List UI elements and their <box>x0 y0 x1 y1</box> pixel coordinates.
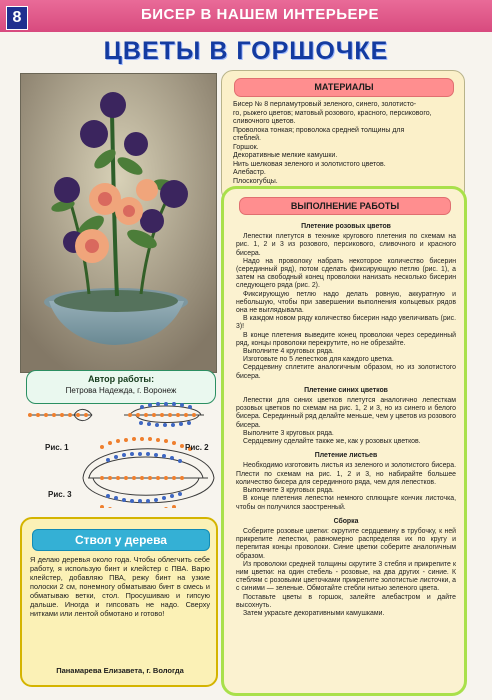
trunk-box <box>20 517 218 687</box>
paragraph: В конце плетения выведите конец проволоки через серединный ряд, концы проволоки перекрутите, но не обрезайте. <box>236 331 456 347</box>
paragraph: Соберите розовые цветки: скрутите сердцевину в трубочку, к ней прикрепите лепестки, равномерно распределяя их по кругу и перепитая концы проволоки. Синие цветки соберите аналогичным образом. <box>236 527 456 560</box>
paragraph: Сердцевину сплетите аналогичным образом, но из золотистого бисера. <box>236 364 456 380</box>
beading-schemes <box>20 398 220 508</box>
materials-title: МАТЕРИАЛЫ <box>234 78 454 97</box>
paragraph: Надо на проволоку набрать некоторое количество бисерин (серединный ряд), потом сделать фиксирующую петлю (рис. 1), а затем на свободный конец проволоки нанизать несколько бисерин следующего ряда (рис. 2). <box>236 257 456 290</box>
paragraph: Затем украсьте декоративными камушками. <box>243 609 385 617</box>
trunk-text: Я делаю деревья около года. Чтобы облегчить себе работу, я использую бинт и клейстер с ПВА. Варю клейстер, добавляю ПВА, режу бинт на узкие полоски 2 см, понемногу обматываю бинт в смесь и обматываю ветки, стол. Просушиваю и гипсую дальше. Иногда и гипсовать не надо. Сверху нитками или лентой обмотано и готово! <box>30 555 210 618</box>
instructions-title: ВЫПОЛНЕНИЕ РАБОТЫ <box>239 197 451 215</box>
author-name: Петрова Надежда, г. Воронеж <box>65 386 177 395</box>
figure-3-label: Рис. 3 <box>48 490 72 499</box>
paragraph: Из проволоки средней толщины скрутите 3 стебля и прикрепите к ним цветки: на один стебель - розовые, на два других - синие. К стеблям с розовыми цветочками прикрепите золотистые листочки, а с синими — зеленые. Обмотайте стебли нитью зеленого цвета. <box>236 560 456 593</box>
paragraph: Выполните 4 круговых ряда. <box>243 348 334 356</box>
materials-line: стеблей. <box>233 135 261 142</box>
author-title: Автор работы: <box>87 374 155 384</box>
page-title: ЦВЕТЫ В ГОРШОЧКЕ <box>103 37 389 65</box>
materials-line: Проволока тонкая; проволока средней толщины для <box>233 126 405 134</box>
subheading: Плетение листьев <box>314 452 378 460</box>
flower-photo <box>20 73 217 373</box>
materials-line: го, рыжего цветов; матовый розового, красного, персикового, <box>233 109 432 117</box>
materials-text <box>233 101 454 186</box>
paragraph: Сердцевину сделайте также же, как у розовых цветков. <box>243 438 421 446</box>
instructions-box <box>221 186 467 696</box>
section-title: БИСЕР В НАШЕМ ИНТЕРЬЕРЕ <box>140 6 380 23</box>
subheading: Сборка <box>333 517 359 525</box>
instructions-text <box>236 217 456 618</box>
subheading: Плетение синих цветков <box>304 386 388 394</box>
paragraph: Необходимо изготовить листья из зеленого и золотистого бисера. Плести по схемам на рис. 1, 2 и 3, но набирайте большее количество бисера для серединного ряда, чем для лепестков. <box>236 462 456 486</box>
materials-line: Декоративные мелкие камушки. <box>233 152 338 159</box>
materials-line: Бисер № 8 перламутровый зеленого, синего, золотисто- <box>233 101 417 108</box>
materials-line: Нить шелковая зеленого и золотистого цветов. <box>233 160 386 168</box>
materials-line: Алебастр. <box>233 169 266 176</box>
page-number: 8 <box>6 6 28 30</box>
figure-2-label: Рис. 2 <box>185 443 209 452</box>
subheading: Плетение розовых цветов <box>301 223 391 230</box>
paragraph: В каждом новом ряду количество бисерин надо увеличивать (рис. 3)! <box>236 315 456 331</box>
paragraph: Лепестки плетутся в технике кругового плетения по схемам на рис. 1, 2 и 3 из розового, персикового, сливочного и красного бисера. <box>236 233 456 257</box>
paragraph: Выполните 3 круговых ряда. <box>243 429 334 437</box>
materials-box <box>221 70 465 202</box>
materials-line: Плоскогубцы. <box>233 177 278 185</box>
materials-line: Горшок. <box>233 143 259 151</box>
paragraph: Изготовьте по 5 лепестков для каждого цветка. <box>243 356 394 364</box>
trunk-author: Панамарева Елизавета, г. Вологда <box>56 666 184 675</box>
paragraph: Лепестки для синих цветков плетутся аналогично лепесткам розовых цветков по схемам на рис. 1, 2 и 3, но из синего и белого бисера. Серединный ряд делайте меньше, чем у цветов из розового бисера. <box>236 397 456 429</box>
paragraph: В конце плетения лепестки немного сплющьте кончик листочка, чтобы он получился заостренный. <box>236 495 456 511</box>
paragraph: Фиксирующую петлю надо делать ровную, аккуратную и небольшую, чтобы при завершении выполнения кольцевых рядов она не выглядывала. <box>236 290 456 315</box>
materials-line: сливочного цветов. <box>233 118 296 125</box>
paragraph: Поставьте цветы в горшок, залейте алебастром и дайте высохнуть. <box>236 593 456 609</box>
trunk-title: Ствол у дерева <box>32 529 210 551</box>
paragraph: Выполните 3 круговых ряда. <box>243 487 334 495</box>
figure-1-label: Рис. 1 <box>45 443 69 452</box>
